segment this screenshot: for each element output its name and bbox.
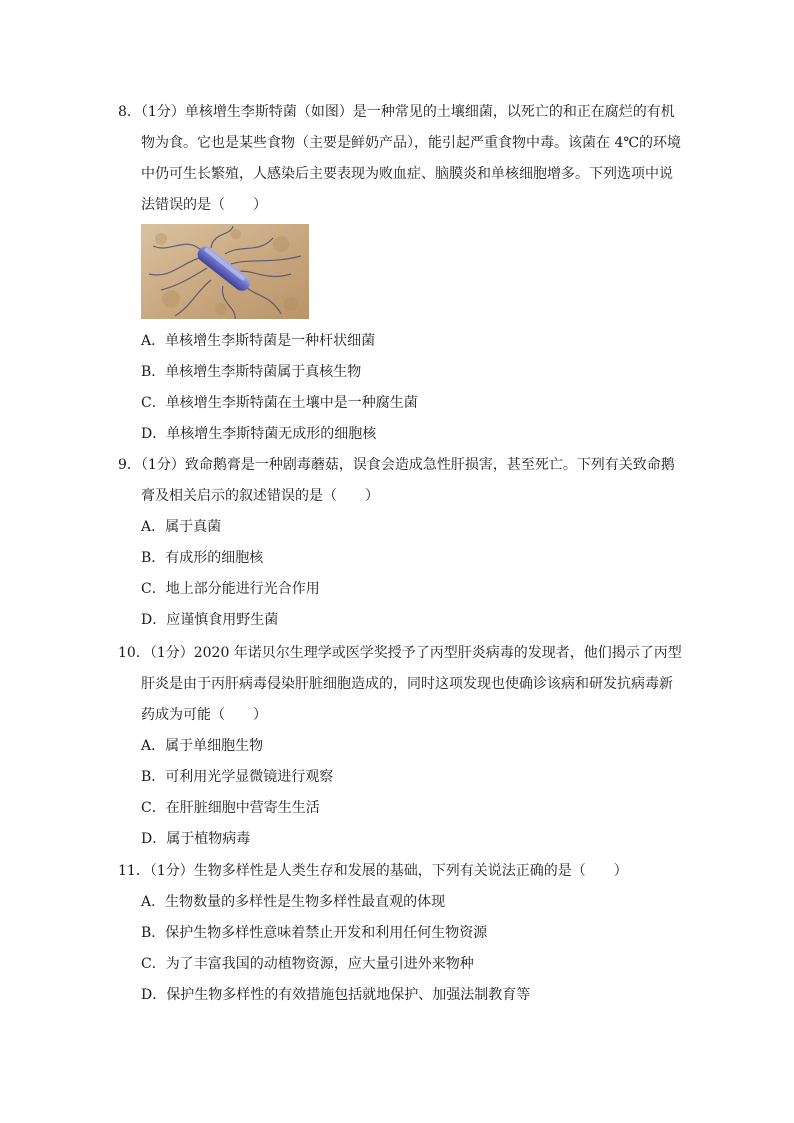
question-10-text-line-3: 药成为可能（ ） bbox=[141, 707, 267, 723]
question-10-option-a: A．属于单细胞生物 bbox=[141, 738, 264, 754]
question-8-text-line-2: 物为食。它也是某些食物（主要是鲜奶产品），能引起严重食物中毒。该菌在 4℃的环境 bbox=[141, 135, 682, 151]
listeria-bacterium-image bbox=[141, 224, 309, 319]
question-8-option-d: D．单核增生李斯特菌无成形的细胞核 bbox=[141, 426, 377, 442]
question-11-option-d: D．保护生物多样性的有效措施包括就地保护、加强法制教育等 bbox=[141, 987, 531, 1003]
question-9-option-a: A．属于真菌 bbox=[141, 519, 222, 535]
question-11-option-b: B．保护生物多样性意味着禁止开发和利用任何生物资源 bbox=[141, 925, 488, 941]
question-8-text-line-4: 法错误的是（ ） bbox=[141, 197, 267, 213]
question-10-option-c: C．在肝脏细胞中营寄生生活 bbox=[141, 800, 320, 816]
question-9-option-c: C．地上部分能进行光合作用 bbox=[141, 581, 320, 597]
question-10-text-line-2: 肝炎是由于丙肝病毒侵染肝脏细胞造成的，同时这项发现也使确诊该病和研发抗病毒新 bbox=[141, 676, 673, 692]
question-11-option-a: A．生物数量的多样性是生物多样性最直观的体现 bbox=[141, 894, 446, 910]
question-8-option-a: A．单核增生李斯特菌是一种杆状细菌 bbox=[141, 333, 376, 349]
question-10-option-d: D．属于植物病毒 bbox=[141, 831, 251, 847]
question-8-option-c: C．单核增生李斯特菌在土壤中是一种腐生菌 bbox=[141, 395, 418, 411]
question-9-text-line-2: 膏及相关启示的叙述错误的是（ ） bbox=[141, 488, 379, 504]
question-11-text-line-1: 11．（1分）生物多样性是人类生存和发展的基础，下列有关说法正确的是（ ） bbox=[118, 863, 628, 879]
question-9-option-b: B．有成形的细胞核 bbox=[141, 550, 264, 566]
question-8-option-b: B．单核增生李斯特菌属于真核生物 bbox=[141, 364, 362, 380]
question-8-text-line-3: 中仍可生长繁殖，人感染后主要表现为败血症、脑膜炎和单核细胞增多。下列选项中说 bbox=[141, 166, 673, 182]
question-10-text-line-1: 10．（1分）2020 年诺贝尔生理学或医学奖授予了丙型肝炎病毒的发现者，他们揭示了丙型 bbox=[118, 645, 682, 661]
question-11-option-c: C．为了丰富我国的动植物资源，应大量引进外来物种 bbox=[141, 956, 474, 972]
question-9-text-line-1: 9．（1分）致命鹅膏是一种剧毒蘑菇，误食会造成急性肝损害，甚至死亡。下列有关致命鹅 bbox=[118, 457, 675, 473]
question-8-text-line-1: 8．（1分）单核增生李斯特菌（如图）是一种常见的土壤细菌，以死亡的和正在腐烂的有机 bbox=[118, 104, 675, 120]
question-9-option-d: D．应谨慎食用野生菌 bbox=[141, 612, 279, 628]
question-10-option-b: B．可利用光学显微镜进行观察 bbox=[141, 769, 334, 785]
